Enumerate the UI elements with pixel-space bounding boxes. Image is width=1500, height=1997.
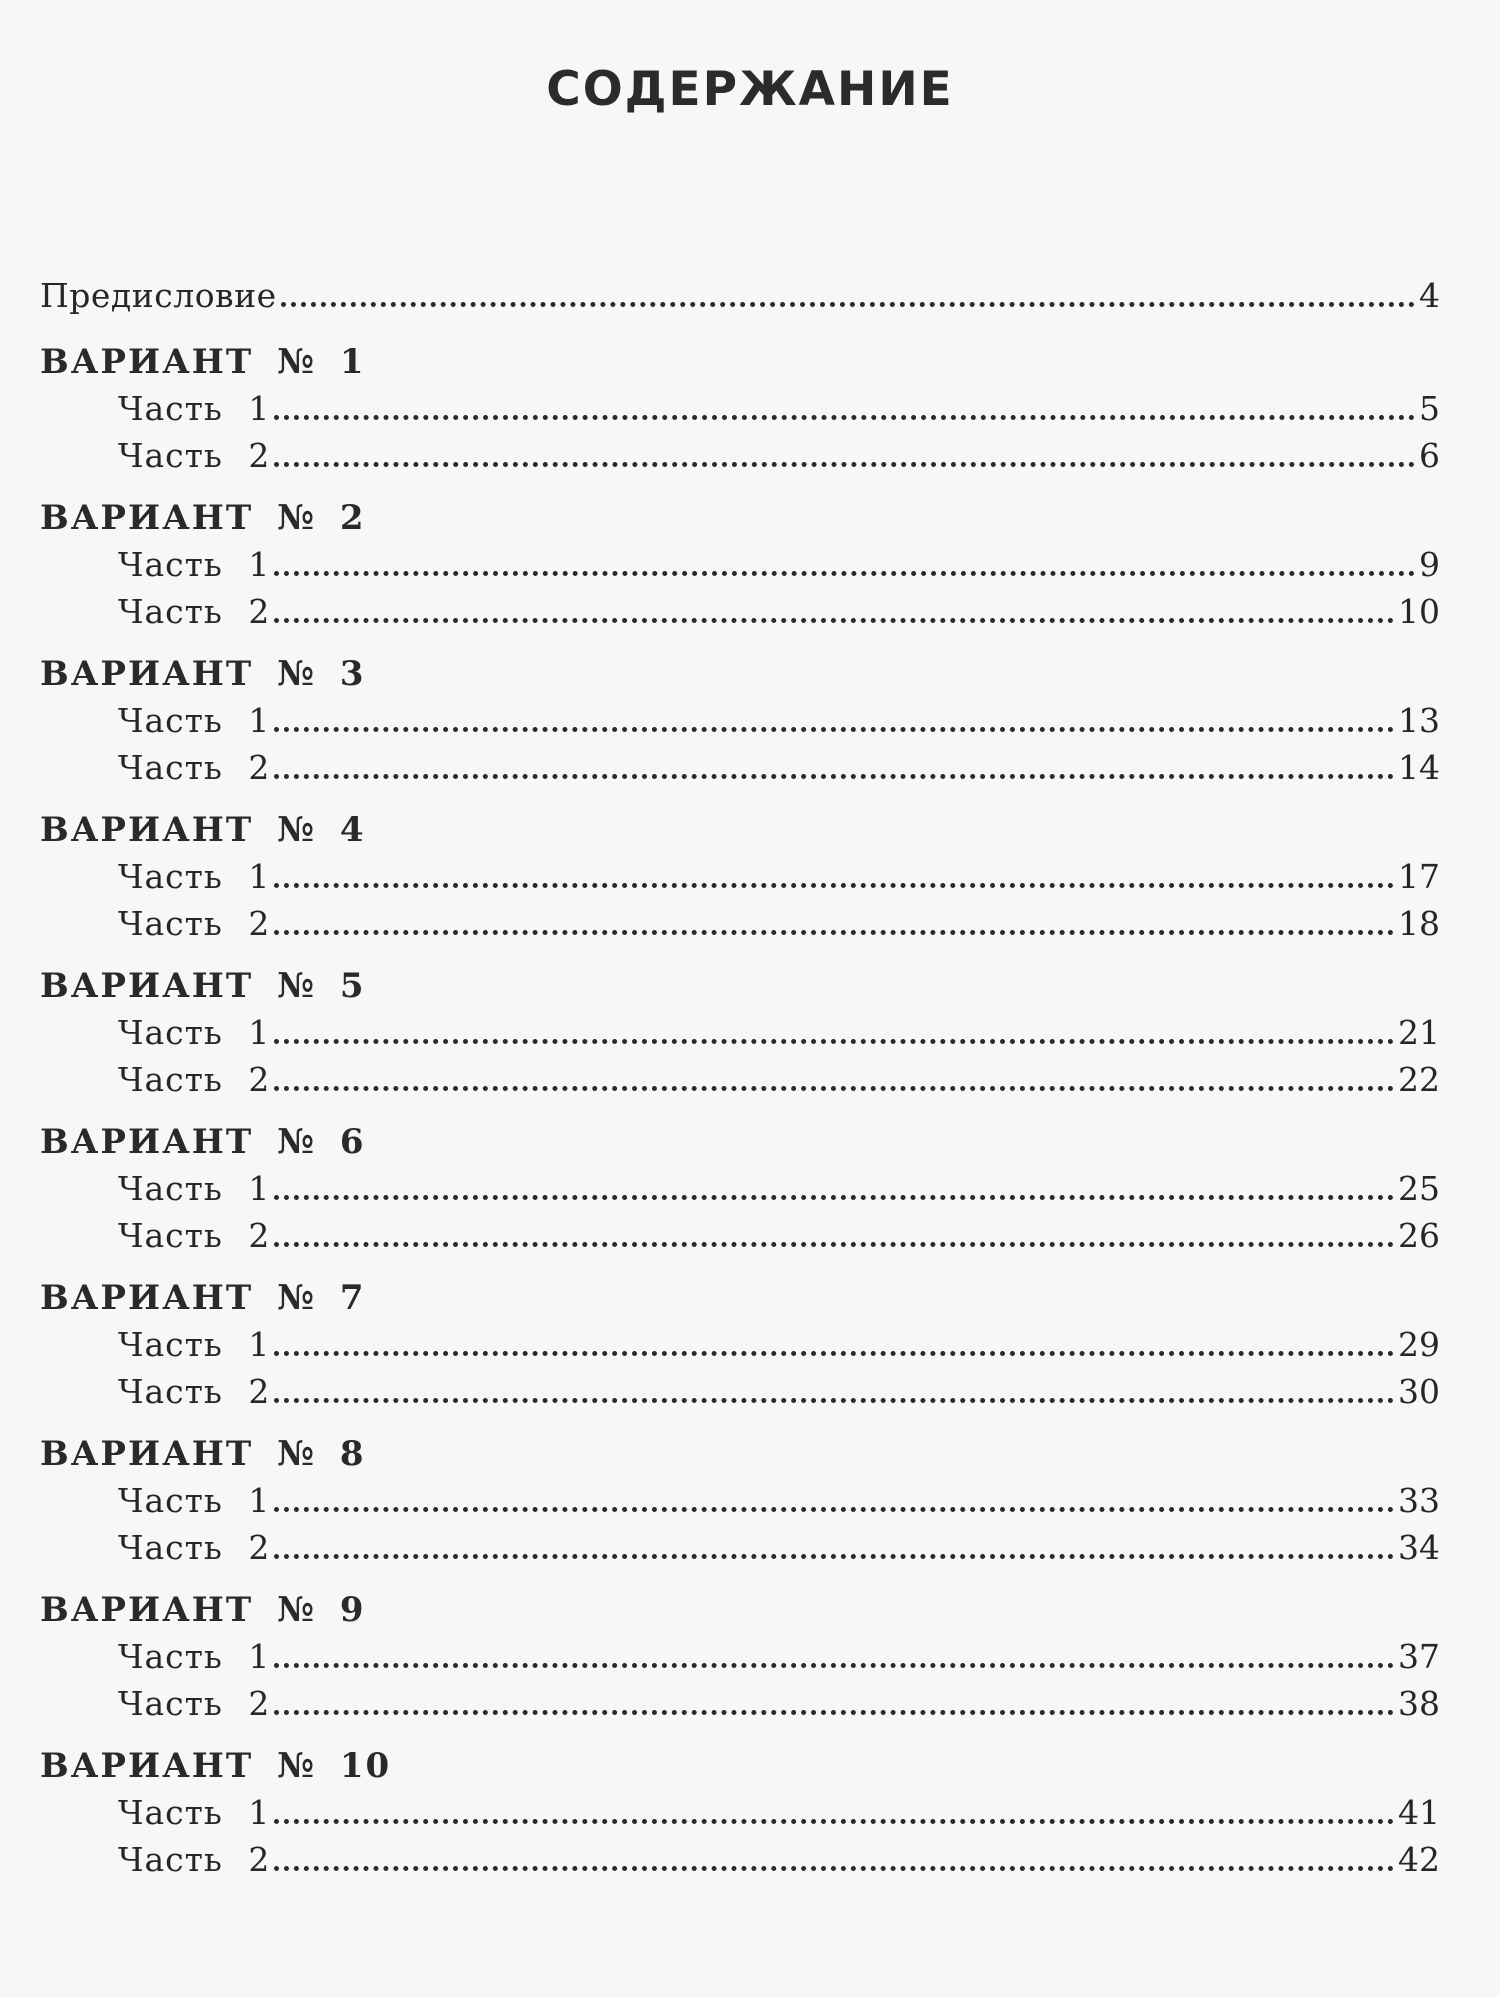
toc-variant-8 [40,1431,1440,1571]
variant-heading: ВАРИАНТ № 4 [40,810,366,850]
toc-entry-part[interactable] [40,1009,1440,1056]
toc-entry-label: Часть 1 [118,857,271,896]
toc-page-number: 41 [1398,1793,1440,1832]
variant-heading: ВАРИАНТ № 1 [40,342,366,382]
toc-entry-part[interactable] [40,1524,1440,1571]
dot-leader [274,1086,1394,1091]
dot-leader [274,1710,1394,1715]
toc-page-number: 34 [1398,1528,1440,1567]
toc-variant-7 [40,1275,1440,1415]
toc-entry-label: Часть 1 [118,389,271,428]
variant-heading: ВАРИАНТ № 3 [40,654,366,694]
toc-page-number: 42 [1398,1840,1440,1879]
toc-entry-part[interactable] [40,1633,1440,1680]
toc-entry-part[interactable] [40,1789,1440,1836]
toc-page-number: 21 [1398,1013,1440,1052]
toc-page-number: 14 [1398,748,1440,787]
dot-leader [274,1242,1394,1247]
toc-entry-label: Часть 1 [118,1637,271,1676]
variant-heading: ВАРИАНТ № 9 [40,1590,366,1630]
toc-page-number: 22 [1398,1060,1440,1099]
toc-page-number: 9 [1419,545,1440,584]
dot-leader [274,571,1415,576]
toc-variant-5 [40,963,1440,1103]
toc-entry-label: Часть 2 [118,1684,271,1723]
table-of-contents [40,272,1440,1883]
dot-leader [274,1398,1394,1403]
toc-page-number: 10 [1398,592,1440,631]
toc-variant-6 [40,1119,1440,1259]
dot-leader [274,1866,1394,1871]
dot-leader [274,727,1394,732]
toc-entry-label: Часть 2 [118,904,271,943]
toc-variant-2 [40,495,1440,635]
toc-entry-part[interactable] [40,1368,1440,1415]
toc-page-number: 30 [1398,1372,1440,1411]
dot-leader [274,1195,1394,1200]
dot-leader [274,415,1415,420]
toc-entry-part[interactable] [40,385,1440,432]
toc-page-number: 4 [1419,276,1440,315]
dot-leader [274,774,1394,779]
toc-entry-label: Часть 2 [118,1528,271,1567]
toc-entry-label: Часть 2 [118,1216,271,1255]
toc-page-number: 13 [1398,701,1440,740]
variant-heading: ВАРИАНТ № 6 [40,1122,366,1162]
dot-leader [274,462,1415,467]
toc-entry-part[interactable] [40,900,1440,947]
dot-leader [274,1819,1394,1824]
toc-entry-label: Часть 2 [118,748,271,787]
toc-entry-label: Часть 1 [118,1013,271,1052]
toc-page-number: 33 [1398,1481,1440,1520]
page-title: СОДЕРЖАНИЕ [546,62,954,117]
toc-page-number: 17 [1398,857,1440,896]
toc-variant-10 [40,1743,1440,1883]
toc-entry-part[interactable] [40,853,1440,900]
toc-entry-label: Часть 1 [118,1793,271,1832]
toc-page-number: 29 [1398,1325,1440,1364]
toc-entry-part[interactable] [40,432,1440,479]
toc-entry-label: Часть 2 [118,592,271,631]
toc-page-number: 37 [1398,1637,1440,1676]
toc-entry-label: Часть 1 [118,1169,271,1208]
toc-page-number: 6 [1419,436,1440,475]
toc-entry-label: Часть 1 [118,701,271,740]
toc-entry-label: Часть 1 [118,545,271,584]
toc-entry-part[interactable] [40,1056,1440,1103]
toc-variant-3 [40,651,1440,791]
toc-entry-label: Часть 1 [118,1481,271,1520]
toc-entry-label: Предисловие [40,276,277,315]
toc-entry-part[interactable] [40,541,1440,588]
dot-leader [274,1554,1394,1559]
toc-page-number: 18 [1398,904,1440,943]
toc-entry-part[interactable] [40,1680,1440,1727]
dot-leader [274,1507,1394,1512]
toc-page-number: 5 [1419,389,1440,428]
dot-leader [281,302,1415,307]
toc-entry-label: Часть 1 [118,1325,271,1364]
variant-heading: ВАРИАНТ № 8 [40,1434,366,1474]
toc-entry-part[interactable] [40,744,1440,791]
toc-entry-part[interactable] [40,588,1440,635]
dot-leader [274,618,1394,623]
variant-heading: ВАРИАНТ № 10 [40,1746,392,1786]
dot-leader [274,1039,1394,1044]
variant-heading: ВАРИАНТ № 2 [40,498,366,538]
toc-entry-preface[interactable] [40,272,1440,319]
toc-entry-label: Часть 2 [118,1372,271,1411]
toc-page-number: 25 [1398,1169,1440,1208]
variant-heading: ВАРИАНТ № 7 [40,1278,366,1318]
toc-entry-part[interactable] [40,697,1440,744]
dot-leader [274,883,1394,888]
toc-variant-9 [40,1587,1440,1727]
toc-entry-label: Часть 2 [118,436,271,475]
variant-heading: ВАРИАНТ № 5 [40,966,366,1006]
dot-leader [274,930,1394,935]
toc-entry-label: Часть 2 [118,1840,271,1879]
toc-page-number: 38 [1398,1684,1440,1723]
toc-variant-4 [40,807,1440,947]
toc-entry-part[interactable] [40,1165,1440,1212]
toc-entry-part[interactable] [40,1321,1440,1368]
dot-leader [274,1663,1394,1668]
toc-page-number: 26 [1398,1216,1440,1255]
toc-entry-part[interactable] [40,1836,1440,1883]
dot-leader [274,1351,1394,1356]
toc-entry-label: Часть 2 [118,1060,271,1099]
toc-entry-part[interactable] [40,1212,1440,1259]
toc-entry-part[interactable] [40,1477,1440,1524]
toc-variant-1 [40,339,1440,479]
